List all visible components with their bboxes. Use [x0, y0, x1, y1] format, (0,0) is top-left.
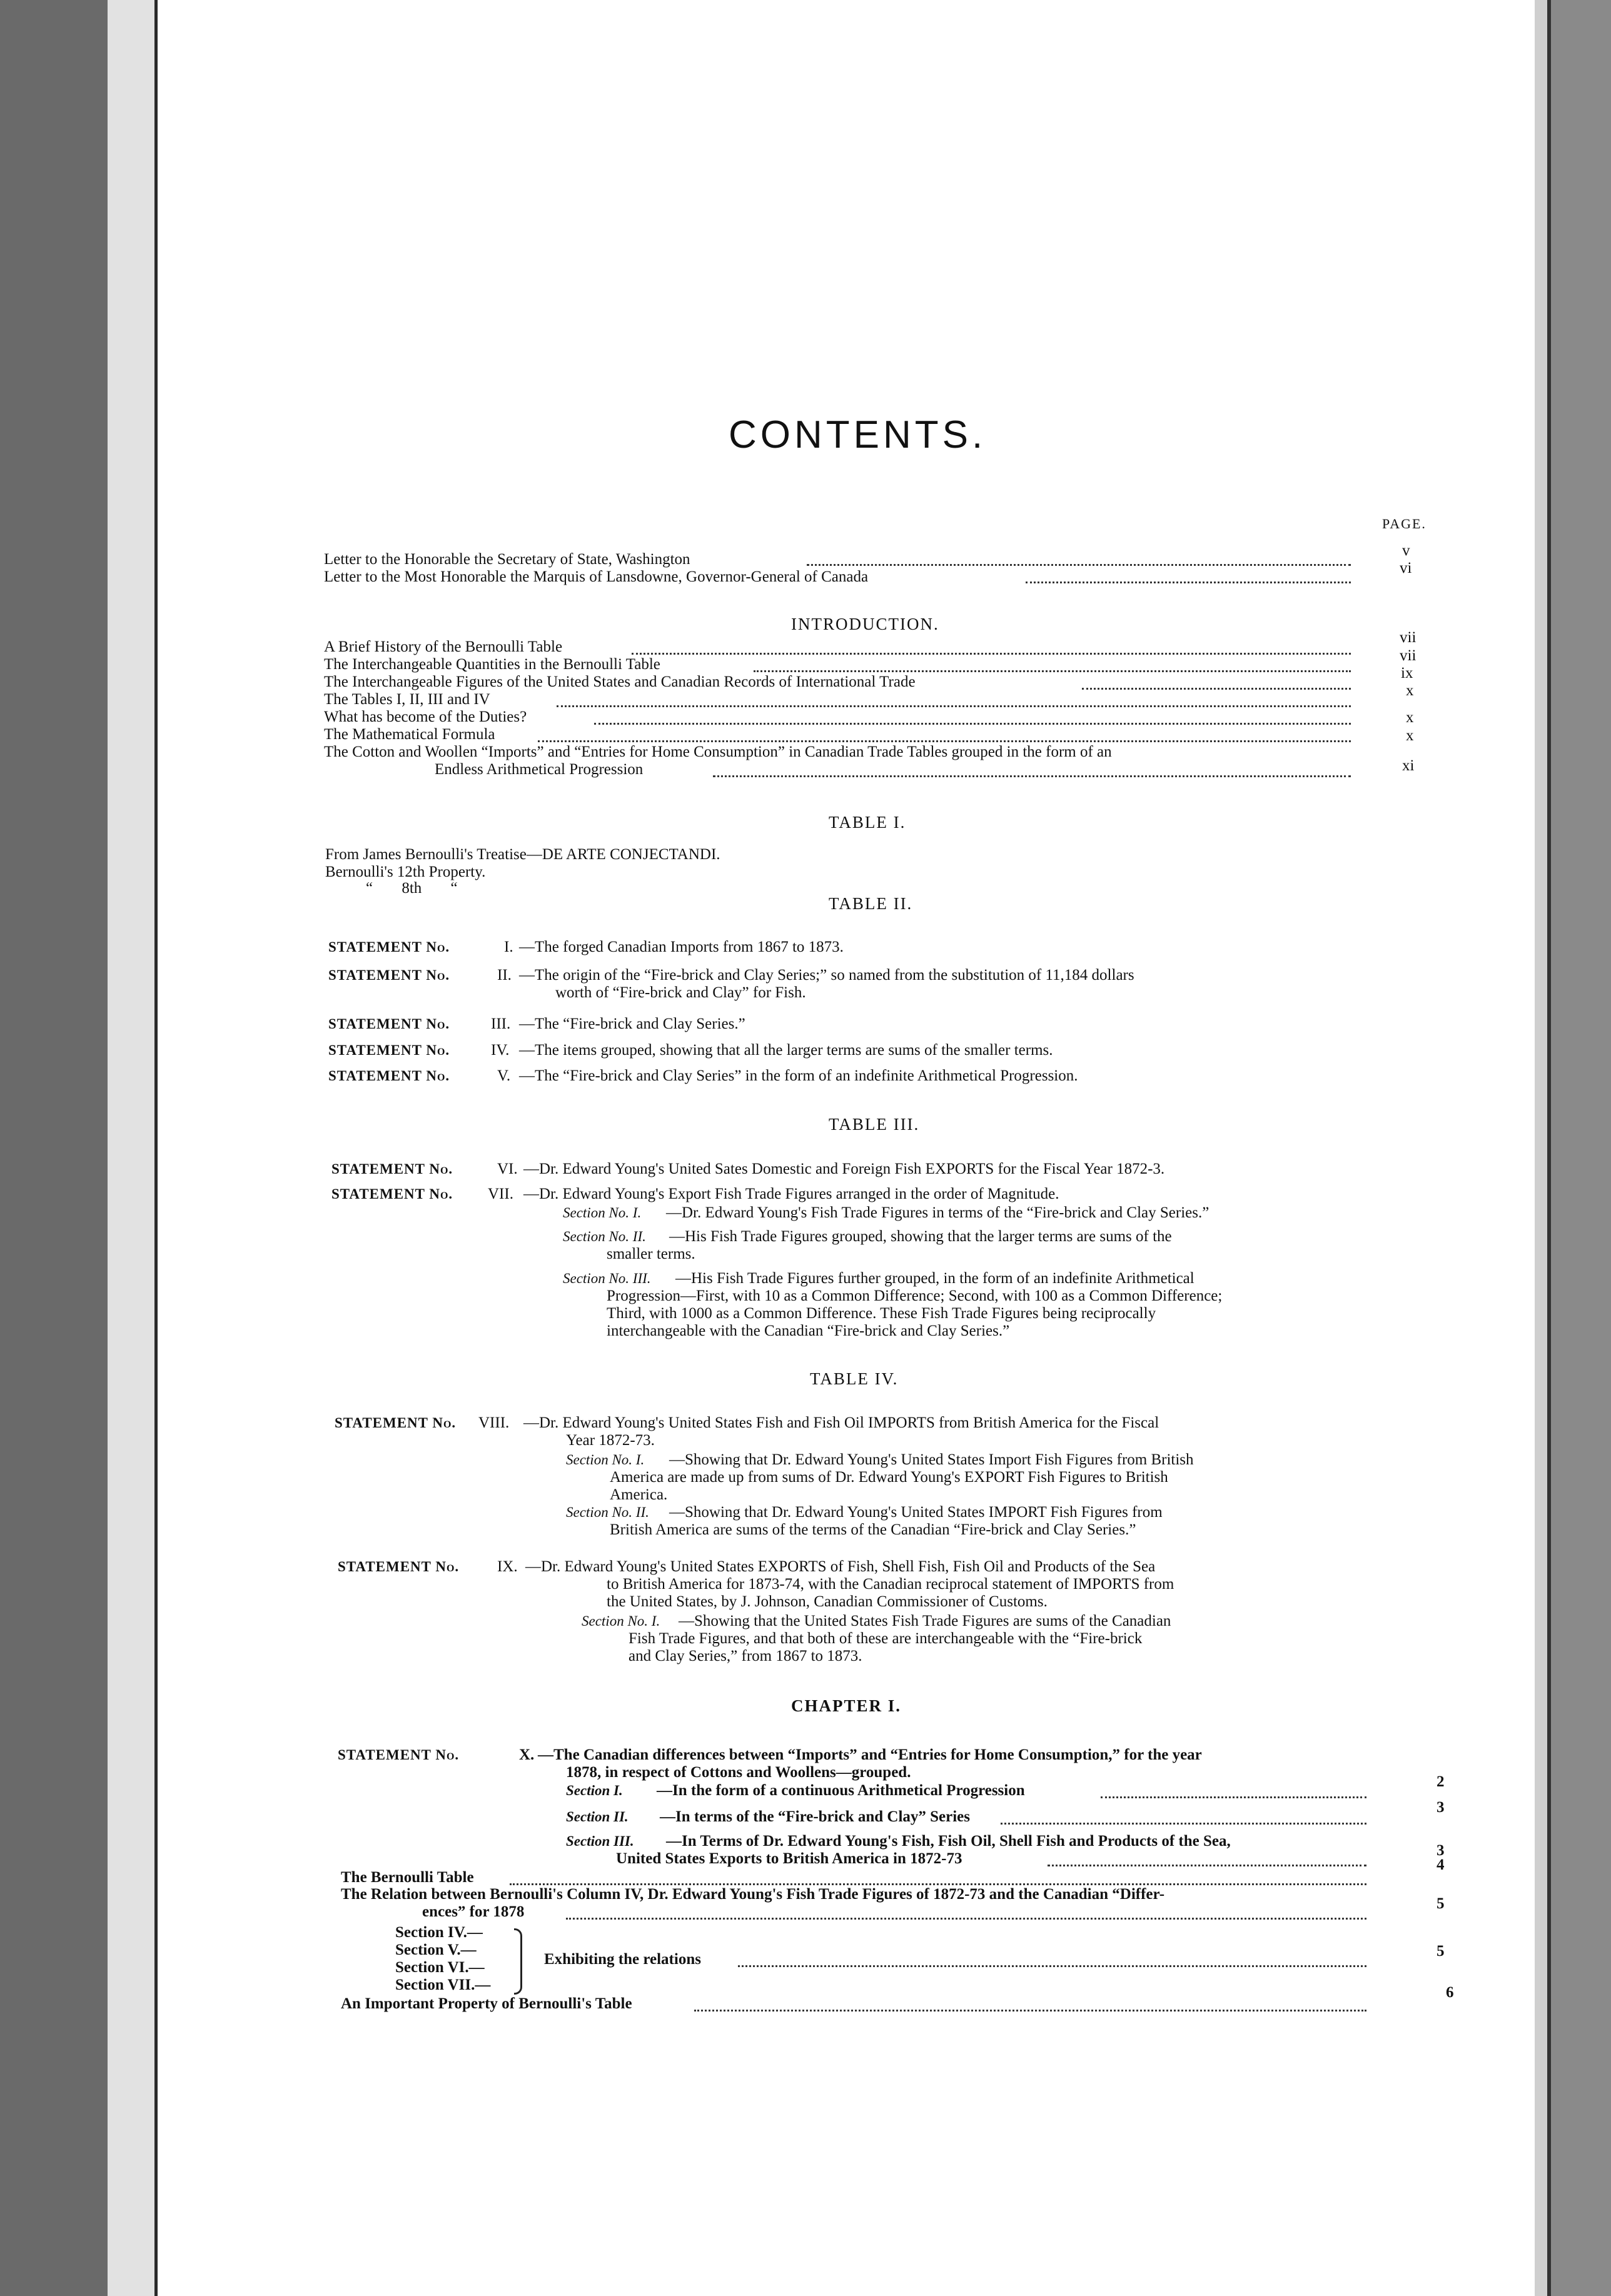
- toc-entry-page: x: [1406, 709, 1414, 726]
- statement-text: to British America for 1873-74, with the Canadian reciprocal statement of IMPORTS from: [607, 1576, 1174, 1593]
- leader-dots: [594, 723, 1351, 725]
- statement-text: —Dr. Edward Young's Export Fish Trade Figures arranged in the order of Magnitude.: [523, 1186, 1059, 1202]
- table1-line: Bernoulli's 12th Property.: [325, 864, 486, 880]
- leader-dots: [1048, 1865, 1366, 1866]
- toc-entry-text: Letter to the Honorable the Secretary of State, Washington: [324, 551, 690, 568]
- statement-text: —The forged Canadian Imports from 1867 to 1873.: [519, 939, 844, 955]
- toc-entry-page: 3: [1437, 1842, 1445, 1859]
- leader-dots: [1026, 582, 1351, 583]
- section-text: and Clay Series,” from 1867 to 1873.: [629, 1648, 862, 1664]
- group-section-label: Section VI.—: [395, 1959, 485, 1976]
- toc-entry-page: x: [1406, 727, 1414, 744]
- statement-label: STATEMENT No.: [328, 1016, 450, 1032]
- leader-dots: [566, 1918, 1366, 1920]
- section-heading-table-2: TABLE II.: [829, 894, 913, 913]
- toc-entry-page: x: [1406, 682, 1414, 699]
- section-label: Section II.: [566, 1809, 629, 1825]
- section-label: Section No. I.: [563, 1205, 642, 1221]
- group-section-label: Section VII.—: [395, 1976, 491, 1993]
- section-text: —Showing that Dr. Edward Young's United States IMPORT Fish Figures from: [669, 1504, 1163, 1521]
- section-label: Section No. III.: [563, 1271, 651, 1286]
- section-text: America are made up from sums of Dr. Edward Young's EXPORT Fish Figures to British: [610, 1469, 1168, 1486]
- section-label: Section No. II.: [563, 1229, 646, 1244]
- statement-label: STATEMENT No.: [331, 1186, 453, 1202]
- section-text: —Showing that Dr. Edward Young's United States Import Fish Figures from British: [669, 1451, 1194, 1468]
- section-text: —Dr. Edward Young's Fish Trade Figures in terms of the “Fire-brick and Clay Series.”: [666, 1204, 1210, 1221]
- page-column-label: PAGE.: [1382, 516, 1427, 531]
- section-text: United States Exports to British America in 1872-73: [616, 1850, 962, 1867]
- toc-entry-page: 6: [1446, 1984, 1454, 2001]
- toc-entry-page: vii: [1400, 647, 1417, 664]
- toc-entry-page: 5: [1437, 1895, 1445, 1912]
- section-text: interchangeable with the Canadian “Fire-brick and Clay Series.”: [607, 1322, 1010, 1339]
- leader-dots: [1001, 1823, 1366, 1825]
- toc-entry-page: xi: [1402, 757, 1415, 774]
- leader-dots: [713, 775, 1351, 777]
- section-text: Fish Trade Figures, and that both of these are interchangeable with the “Fire-brick: [629, 1630, 1143, 1647]
- leader-dots: [557, 705, 1351, 707]
- group-section-label: Section V.—: [395, 1941, 477, 1958]
- statement-number: V.: [497, 1067, 511, 1084]
- toc-entry-page: v: [1402, 542, 1410, 559]
- section-text: —In terms of the “Fire-brick and Clay” Series: [660, 1808, 971, 1825]
- section-label: Section No. I.: [582, 1613, 660, 1629]
- leader-dots: [538, 740, 1351, 742]
- statement-text: Year 1872-73.: [566, 1432, 655, 1449]
- leader-dots: [738, 1965, 1366, 1967]
- statement-number: I.: [504, 939, 513, 955]
- statement-text: —Dr. Edward Young's United States Fish and Fish Oil IMPORTS from British America for the Fiscal: [523, 1414, 1159, 1431]
- section-text: —His Fish Trade Figures grouped, showing that the larger terms are sums of the: [669, 1228, 1172, 1245]
- toc-entry-text: What has become of the Duties?: [324, 708, 527, 725]
- toc-entry-text: ences” for 1878: [422, 1903, 525, 1920]
- leader-dots: [694, 2010, 1366, 2012]
- section-text: smaller terms.: [607, 1246, 695, 1262]
- section-text: Progression—First, with 10 as a Common Difference; Second, with 100 as a Common Difference;: [607, 1287, 1223, 1304]
- table1-line: “ 8th “: [366, 880, 458, 897]
- section-text: —His Fish Trade Figures further grouped, in the form of an indefinite Arithmetical: [675, 1270, 1194, 1287]
- statement-text: —The Canadian differences between “Imports” and “Entries for Home Consumption,” for the year: [538, 1746, 1202, 1763]
- leader-dots: [632, 653, 1351, 655]
- toc-entry-text: The Relation between Bernoulli's Column IV, Dr. Edward Young's Fish Trade Figures of 1872-73 and the Canadian “Differ-: [341, 1886, 1165, 1903]
- page-title: CONTENTS.: [729, 413, 987, 456]
- section-label: Section No. II.: [566, 1504, 649, 1520]
- right-margin-dark: [1547, 0, 1611, 2296]
- section-text: Third, with 1000 as a Common Difference. These Fish Trade Figures being reciprocally: [607, 1305, 1156, 1322]
- section-text: America.: [610, 1486, 668, 1503]
- statement-text: —The “Fire-brick and Clay Series” in the form of an indefinite Arithmetical Progression.: [519, 1067, 1078, 1084]
- toc-entry-text: The Interchangeable Figures of the United States and Canadian Records of International Trade: [324, 673, 916, 690]
- section-text: —Showing that the United States Fish Trade Figures are sums of the Canadian: [679, 1613, 1171, 1629]
- section-label: Section I.: [566, 1783, 623, 1798]
- section-label: Section III.: [566, 1833, 634, 1849]
- toc-entry-page: ix: [1401, 665, 1413, 682]
- toc-entry-text: An Important Property of Bernoulli's Table: [341, 1995, 632, 2012]
- toc-entry-text: The Mathematical Formula: [324, 726, 495, 743]
- leader-dots: [1101, 1796, 1366, 1798]
- toc-entry-text: The Interchangeable Quantities in the Bernoulli Table: [324, 656, 660, 673]
- statement-label: STATEMENT No.: [335, 1415, 457, 1431]
- page-margin-dark: [0, 0, 108, 2296]
- toc-entry-text: Endless Arithmetical Progression: [435, 761, 644, 778]
- statement-number: X.: [519, 1746, 535, 1763]
- section-heading-introduction: INTRODUCTION.: [791, 615, 939, 633]
- statement-label: STATEMENT No.: [328, 1068, 450, 1084]
- statement-text: —The “Fire-brick and Clay Series.”: [519, 1015, 745, 1032]
- statement-number: VII.: [488, 1186, 513, 1202]
- statement-text: —Dr. Edward Young's United Sates Domestic and Foreign Fish EXPORTS for the Fiscal Year 1872-3.: [523, 1161, 1165, 1177]
- brace: [514, 1928, 522, 1995]
- section-text: British America are sums of the terms of the Canadian “Fire-brick and Clay Series.”: [610, 1521, 1136, 1538]
- statement-text: 1878, in respect of Cottons and Woollens—grouped.: [566, 1764, 911, 1781]
- section-heading-table-1: TABLE I.: [829, 813, 906, 832]
- statement-number: VI.: [497, 1161, 518, 1177]
- toc-entry-page: 3: [1437, 1799, 1445, 1816]
- group-section-label: Section IV.—: [395, 1924, 483, 1941]
- toc-entry-text: Letter to the Most Honorable the Marquis of Lansdowne, Governor-General of Canada: [324, 568, 869, 585]
- toc-entry-text: The Tables I, II, III and IV: [324, 691, 490, 708]
- section-heading-table-3: TABLE III.: [829, 1115, 920, 1134]
- toc-entry-page: 5: [1437, 1943, 1445, 1960]
- statement-label: STATEMENT No.: [338, 1559, 460, 1574]
- statement-number: IX.: [497, 1558, 518, 1575]
- toc-entry-text: The Bernoulli Table: [341, 1869, 474, 1886]
- statement-number: VIII.: [478, 1414, 510, 1431]
- section-label: Section No. I.: [566, 1452, 645, 1468]
- statement-label: STATEMENT No.: [328, 967, 450, 983]
- toc-entry-page: vii: [1400, 629, 1417, 646]
- page-margin-light: [108, 0, 158, 2296]
- statement-text: —The items grouped, showing that all the larger terms are sums of the smaller terms.: [519, 1042, 1053, 1059]
- section-text: —In Terms of Dr. Edward Young's Fish, Fish Oil, Shell Fish and Products of the Sea,: [666, 1833, 1231, 1850]
- toc-entry-page: 2: [1437, 1773, 1445, 1790]
- statement-text: worth of “Fire-brick and Clay” for Fish.: [555, 984, 806, 1001]
- statement-label: STATEMENT No.: [328, 939, 450, 955]
- toc-entry-text: A Brief History of the Bernoulli Table: [324, 638, 563, 655]
- toc-entry-page: 4: [1437, 1856, 1445, 1873]
- statement-label: STATEMENT No.: [328, 1042, 450, 1058]
- statement-number: III.: [491, 1015, 511, 1032]
- section-text: —In the form of a continuous Arithmetical Progression: [657, 1782, 1025, 1799]
- group-text: Exhibiting the relations: [544, 1951, 701, 1968]
- section-heading-table-4: TABLE IV.: [810, 1369, 899, 1388]
- toc-entry-text: The Cotton and Woollen “Imports” and “Entries for Home Consumption” in Canadian Trade Tables grouped in the form of an: [324, 743, 1112, 760]
- leader-dots: [807, 564, 1351, 566]
- statement-label: STATEMENT No.: [331, 1161, 453, 1177]
- toc-entry-page: vi: [1400, 560, 1412, 577]
- section-heading-chapter-1: CHAPTER I.: [791, 1696, 902, 1715]
- table1-line: From James Bernoulli's Treatise—DE ARTE CONJECTANDI.: [325, 846, 720, 863]
- statement-number: IV.: [491, 1042, 510, 1059]
- statement-text: —Dr. Edward Young's United States EXPORTS of Fish, Shell Fish, Fish Oil and Products of the Sea: [525, 1558, 1156, 1575]
- leader-dots: [754, 670, 1351, 672]
- leader-dots: [1082, 688, 1351, 690]
- statement-number: II.: [497, 967, 512, 984]
- statement-text: —The origin of the “Fire-brick and Clay Series;” so named from the substitution of 11,184 dollars: [519, 967, 1134, 984]
- statement-label: STATEMENT No.: [338, 1747, 460, 1763]
- statement-text: the United States, by J. Johnson, Canadian Commissioner of Customs.: [607, 1593, 1048, 1610]
